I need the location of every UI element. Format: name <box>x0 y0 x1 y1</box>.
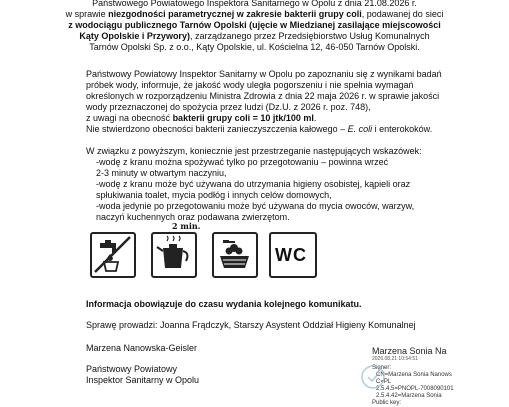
electronic-signature <box>372 346 502 407</box>
signature-country: C=PL <box>376 379 392 385</box>
header-line-3 <box>0 20 509 31</box>
p1-line-2: próbek wody, informuje, że jakość wody uległa pogorszeniu i nie spełnia wymagań <box>86 80 414 90</box>
p1-line-6 <box>86 124 433 135</box>
bullet-3-line-2: naczyń kuchennych oraz podawana zwierzętom. <box>96 212 290 222</box>
bullet-1-line-1: -wodę z kranu można spożywać tylko po przegotowaniu – powinna wrzeć <box>96 157 389 167</box>
wc-icon <box>269 232 317 278</box>
validity-notice: Informacja obowiązuje do czasu wydania kolejnego komunikatu. <box>86 299 362 309</box>
case-handler: Sprawę prowadzi: Joanna Frądczyk, Starszy Asystent Oddział Higieny Komunalnej <box>86 320 416 330</box>
header-emphasis: z wodociągu publicznego Tarnów Opolski (ujęcie w Miedzianej zasilające miejscowości <box>68 20 441 30</box>
header-emphasis: Kąty Opolskie i Przywory) <box>79 31 190 41</box>
fruits-vegetables-icon <box>212 232 258 278</box>
no-drinking-tap-icon <box>90 232 136 278</box>
header-text: w sprawie <box>65 9 109 19</box>
p1-line-4: wody przeznaczonej do spożycia przez ludzi (Dz.U. z 2026 r. poz. 748), <box>86 102 371 112</box>
p1-line-1: Państwowy Powiatowy Inspektor Sanitarny w Opolu po zapoznaniu się z wynikami badań <box>86 69 442 79</box>
signature-given-name: 2.5.4.42=Marzena Sonia <box>376 393 442 399</box>
header-emphasis: niezgodności parametrycznej w zakresie bakterii grupy coli <box>108 9 362 19</box>
header-line-1: Państwowego Powiatowego Inspektora Sanitarnego w Opolu z dnia 21.08.2026 r. <box>92 0 417 8</box>
p1-line-5 <box>86 113 426 124</box>
signer-name: Marzena Nanowska-Geisler <box>86 343 198 353</box>
wc-label: WC <box>275 245 307 265</box>
signature-serial: 2.5.4.5=PNOPL-7008090101 <box>376 386 454 392</box>
header-line-4 <box>0 31 509 42</box>
signature-public-key: Public key: <box>372 400 402 406</box>
coli-value: bakterii grupy coli = 10 jtk/100 ml <box>172 113 314 123</box>
body-text: Nie stwierdzono obecności bakterii zanieczyszczenia kałowego – <box>86 124 348 134</box>
ecoli-text: E. coli <box>347 124 373 134</box>
signature-cn: CN=Marzena Sonia Nanows <box>376 372 452 378</box>
body-text: i enterokoków. <box>372 124 433 134</box>
boiling-kettle-icon <box>151 232 197 278</box>
bullet-2-line-2: spłukiwania toalet, mycia podłóg i innych celów domowych, <box>96 190 332 200</box>
bullet-1-line-2: 2-3 minuty w otwartym naczyniu, <box>96 168 227 178</box>
body-text: . <box>313 113 317 123</box>
header-text: , podawanej do sieci <box>361 9 444 19</box>
header-line-2 <box>0 9 509 20</box>
signer-title-line-1: Państwowy Powiatowy <box>86 364 178 374</box>
signature-seal-icon <box>360 364 386 390</box>
bullet-2-line-1: -wodę z kranu może być używana do utrzymania higieny osobistej, kąpieli oraz <box>96 179 411 189</box>
signature-name: Marzena Sonia Na <box>372 346 447 356</box>
signature-signer-label: Signer: <box>372 365 392 371</box>
signer-title-line-2: Inspektor Sanitarny w Opolu <box>86 375 200 385</box>
p2-line-1: W związku z powyższym, koniecznie jest przestrzeganie następujących wskazówek: <box>86 146 422 156</box>
body-text: z uwagi na obecność <box>86 113 173 123</box>
signature-date: 2026.08.21 10:54:51 <box>372 356 418 362</box>
boil-time-label: 2 min. <box>172 221 201 231</box>
p1-line-3: określonych w rozporządzeniu Ministra Zdrowia z dnia 22 maja 2026 r. w sprawie jakości <box>86 91 440 101</box>
header-text: , zarządzanego przez Przedsiębiorstwo Usług Komunalnych <box>189 31 430 41</box>
bullet-3-line-1: -woda jedynie po przegotowaniu może być używana do mycia owoców, warzyw, <box>96 201 415 211</box>
header-line-5: Tarnów Opolski Sp. z o.o., Kąty Opolskie, ul. Kościelna 12, 46-050 Tarnów Opolski. <box>89 42 420 52</box>
